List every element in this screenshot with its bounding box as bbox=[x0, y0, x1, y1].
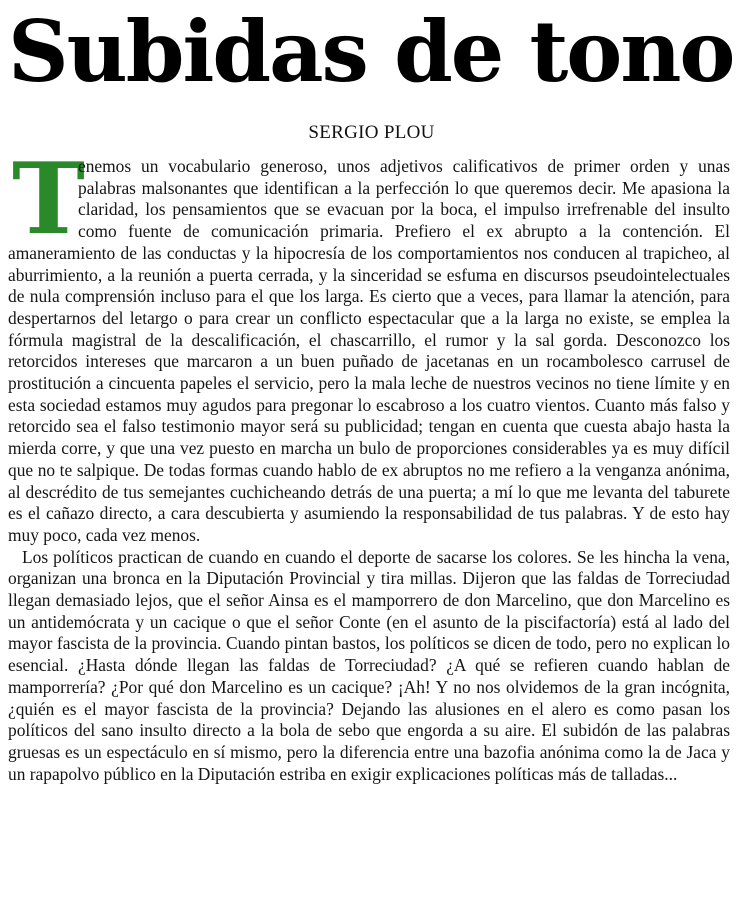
article-paragraph-2: Los políticos practican de cuando en cuando el deporte de sacarse los colores. Se les hincha la vena, organizan una bronca en la Diputación Provincial y tira millas. Dijeron que las faldas de Torreciudad llegan demasiado lejos, que el señor Ainsa es el mamporrero de don Marcelino, que don Marcelino es un antidemócrata y un cacique o que el señor Conte (en el asunto de la piscifactoría) está al lado del mayor fascista de la provincia. Cuando pintan bastos, los políticos se dicen de todo, pero no explican lo esencial. ¿Hasta dónde llegan las faldas de Torreciudad? ¿A qué se refieren cuando hablan de mamporrería? ¿Por qué don Marcelino es un cacique? ¡Ah! Y no nos olvidemos de la gran incógnita, ¿quién es el mayor fascista de la provincia? Dejando las alusiones en el alero es como pasan los políticos del sano insulto directo a la bola de sebo que engorda a su aire. El subidón de las palabras gruesas es un espectáculo en sí mismo, pero la diferencia entre una bazofia anónima como la de Jaca y un rapapolvo público en la Diputación estriba en exigir explicaciones políticas más de talladas... bbox=[8, 546, 730, 784]
article-byline: SERGIO PLOU bbox=[308, 122, 435, 143]
article-body bbox=[8, 142, 730, 785]
article-headline: Subidas de tono bbox=[8, 2, 734, 101]
paragraph-1-text: enemos un vocabulario generoso, unos adjetivos calificativos de primer orden y unas palabras malsonantes que identifican a la perfección lo que queremos decir. Me apasiona la claridad, los pensamientos que se evacuan por la boca, el impulso irrefrenable del insulto como fuente de comunicación primaria. Prefiero el ex abrupto a la contención. El amaneramiento de las conductas y la hipocresía de los comportamientos nos conducen al trapicheo, al aburrimiento, a la reunión a puerta cerrada, y la sinceridad se esfuma en discursos pseudointelectuales de nula comprensión incluso para el que los larga. Es cierto que a veces, para llamar la atención, para despertarnos del letargo o para crear un conflicto espectacular que a la larga no existe, se emplea la fórmula magistral de la descalificación, el chascarrillo, el rumor y la sal gorda. Desconozco los retorcidos intereses que marcaron a un buen puñado de jacetanas en un rocambolesco carrusel de prostitución a cincuenta papeles el servicio, pero la mala leche de nuestros vecinos no tiene límite y en esta sociedad estamos muy agudos para pregonar lo escabroso a los cuatro vientos. Cuanto más falso y retorcido sea el falso testimonio mayor será su publicidad; tengan en cuenta que cuesta abajo hasta la mierda corre, y que una vez puesto en marcha un bulo de proporciones considerables ya es muy difícil que no te salpique. De todas formas cuando hablo de ex abruptos no me refiero a la venganza anónima, al descrédito de tus semejantes cuchicheando detrás de una puerta; a mí lo que me levanta del taburete es el cañazo directo, a cara descubierta y asumiendo la responsabilidad de tus palabras. Y de esto hay muy poco, cada vez menos. bbox=[8, 156, 730, 545]
drop-cap: T bbox=[12, 142, 85, 257]
article-paragraph-1 bbox=[8, 142, 730, 547]
